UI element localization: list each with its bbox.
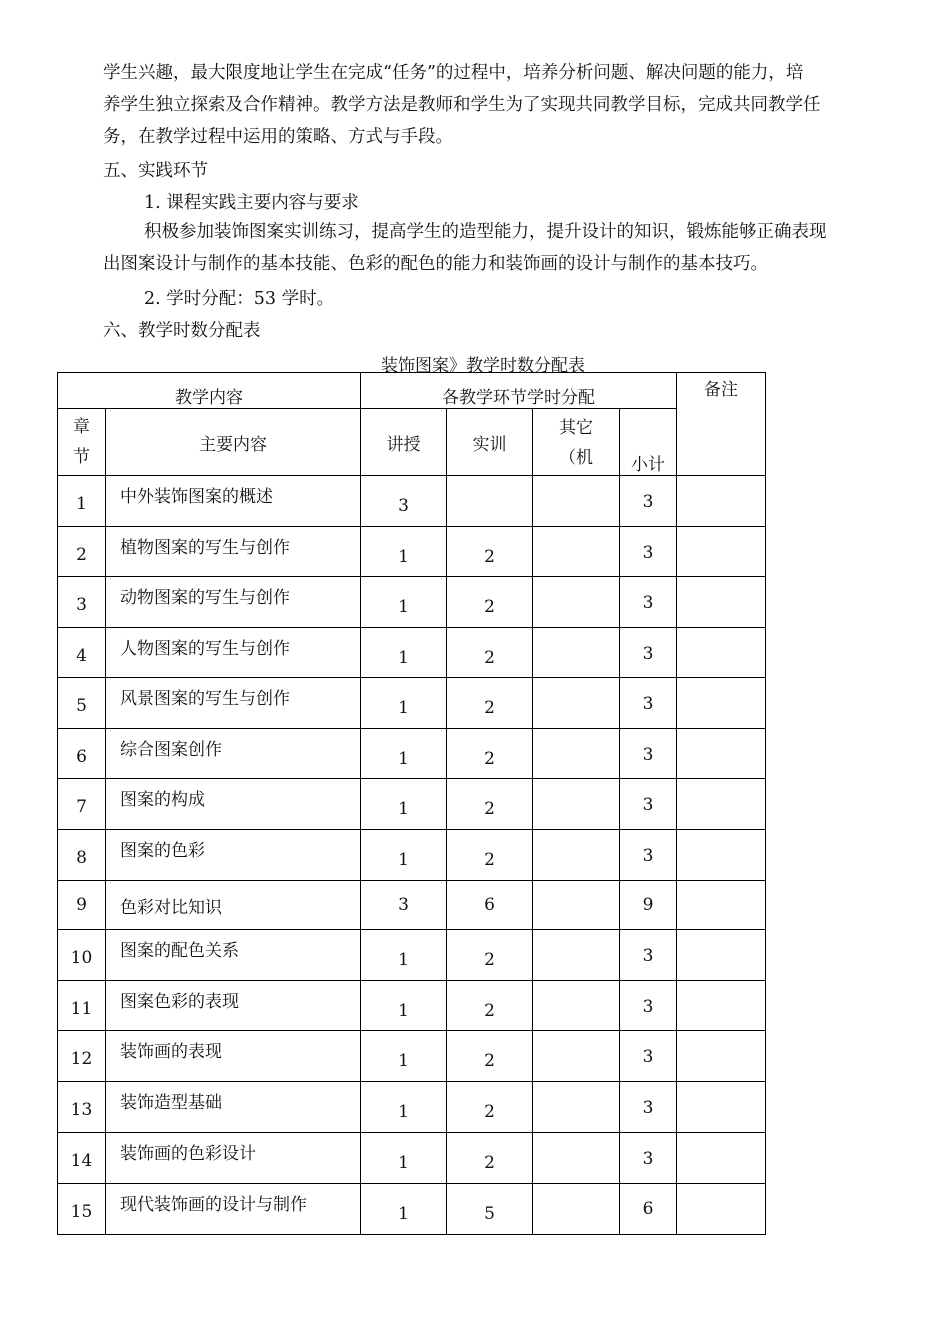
subtotal-hours-cell: 6 xyxy=(620,1184,677,1235)
remarks-cell xyxy=(677,1031,766,1082)
chapter-number-cell: 6 xyxy=(58,729,106,779)
practice-hours-cell: 5 xyxy=(447,1184,533,1235)
header-chapter-line-1: 章 xyxy=(73,417,90,437)
content-cell: 人物图案的写生与创作 xyxy=(106,628,361,678)
subtotal-hours-cell: 3 xyxy=(620,1031,677,1082)
chapter-number-cell: 4 xyxy=(58,628,106,678)
content-cell: 风景图案的写生与创作 xyxy=(106,678,361,729)
content-cell: 色彩对比知识 xyxy=(106,881,361,930)
lecture-hours-cell: 1 xyxy=(361,678,447,729)
lecture-hours-cell: 3 xyxy=(361,476,447,527)
practice-hours-cell: 2 xyxy=(447,981,533,1031)
header-main-content: 主要内容 xyxy=(106,409,361,476)
lecture-hours-cell: 1 xyxy=(361,527,447,577)
table-row xyxy=(58,729,766,779)
chapter-number-cell: 12 xyxy=(58,1031,106,1082)
table-row xyxy=(58,830,766,881)
lecture-hours-cell: 1 xyxy=(361,1133,447,1184)
content-cell: 图案的构成 xyxy=(106,779,361,830)
content-cell: 装饰画的表现 xyxy=(106,1031,361,1082)
lecture-hours-cell: 1 xyxy=(361,729,447,779)
practice-hours-cell: 2 xyxy=(447,527,533,577)
content-cell: 图案的配色关系 xyxy=(106,930,361,981)
header-teaching-content: 教学内容 xyxy=(58,373,361,409)
table-row xyxy=(58,981,766,1031)
chapter-number-cell: 7 xyxy=(58,779,106,830)
remarks-cell xyxy=(677,678,766,729)
subtotal-hours-cell: 3 xyxy=(620,476,677,527)
remarks-cell xyxy=(677,779,766,830)
remarks-cell xyxy=(677,930,766,981)
practice-paragraph xyxy=(103,216,893,280)
chapter-number-cell: 1 xyxy=(58,476,106,527)
table-row xyxy=(58,1184,766,1235)
lecture-hours-cell: 3 xyxy=(361,881,447,930)
subtotal-hours-cell: 3 xyxy=(620,1082,677,1133)
practice-hours-cell: 2 xyxy=(447,729,533,779)
practice-hours-cell: 2 xyxy=(447,830,533,881)
remarks-cell xyxy=(677,830,766,881)
content-cell: 动物图案的写生与创作 xyxy=(106,577,361,628)
subtotal-hours-cell: 3 xyxy=(620,577,677,628)
content-cell: 植物图案的写生与创作 xyxy=(106,527,361,577)
other-hours-cell xyxy=(533,678,620,729)
remarks-cell xyxy=(677,577,766,628)
remarks-cell xyxy=(677,729,766,779)
other-hours-cell xyxy=(533,577,620,628)
practice-item-2: 2. 学时分配：53 学时。 xyxy=(144,289,335,309)
chapter-number-cell: 2 xyxy=(58,527,106,577)
subtotal-hours-cell: 3 xyxy=(620,729,677,779)
practice-hours-cell: 2 xyxy=(447,930,533,981)
content-cell: 综合图案创作 xyxy=(106,729,361,779)
practice-hours-cell: 2 xyxy=(447,628,533,678)
header-subtotal: 小计 xyxy=(620,409,677,476)
content-cell: 图案色彩的表现 xyxy=(106,981,361,1031)
subtotal-hours-cell: 3 xyxy=(620,1133,677,1184)
lecture-hours-cell: 1 xyxy=(361,779,447,830)
content-cell: 中外装饰图案的概述 xyxy=(106,476,361,527)
content-cell: 装饰造型基础 xyxy=(106,1082,361,1133)
other-hours-cell xyxy=(533,1133,620,1184)
practice-hours-cell xyxy=(447,476,533,527)
subtotal-hours-cell: 3 xyxy=(620,779,677,830)
other-hours-cell xyxy=(533,930,620,981)
chapter-number-cell: 8 xyxy=(58,830,106,881)
lecture-hours-cell: 1 xyxy=(361,1184,447,1235)
lecture-hours-cell: 1 xyxy=(361,577,447,628)
practice-item-1: 1. 课程实践主要内容与要求 xyxy=(144,193,359,213)
table-row xyxy=(58,577,766,628)
table-row xyxy=(58,527,766,577)
chapter-number-cell: 9 xyxy=(58,881,106,930)
subtotal-hours-cell: 9 xyxy=(620,881,677,930)
practice-hours-cell: 6 xyxy=(447,881,533,930)
other-hours-cell xyxy=(533,628,620,678)
other-hours-cell xyxy=(533,830,620,881)
other-hours-cell xyxy=(533,779,620,830)
lecture-hours-cell: 1 xyxy=(361,628,447,678)
intro-line-1: 学生兴趣，最大限度地让学生在完成“任务”的过程中，培养分析问题、解决问题的能力，培 xyxy=(103,63,804,83)
table-body xyxy=(58,476,766,1235)
chapter-number-cell: 13 xyxy=(58,1082,106,1133)
table-caption: 装饰图案》教学时数分配表 xyxy=(381,356,585,376)
subtotal-hours-cell: 3 xyxy=(620,678,677,729)
intro-line-2: 养学生独立探索及合作精神。教学方法是教师和学生为了实现共同教学目标，完成共同教学任 xyxy=(103,95,821,115)
practice-line-2: 出图案设计与制作的基本技能、色彩的配色的能力和装饰画的设计与制作的基本技巧。 xyxy=(103,254,768,274)
other-hours-cell xyxy=(533,729,620,779)
table-row xyxy=(58,628,766,678)
content-cell: 现代装饰画的设计与制作 xyxy=(106,1184,361,1235)
lecture-hours-cell: 1 xyxy=(361,981,447,1031)
remarks-cell xyxy=(677,527,766,577)
other-hours-cell xyxy=(533,881,620,930)
intro-paragraph xyxy=(103,57,893,153)
header-other-line-2: （机 xyxy=(559,448,593,468)
table-row xyxy=(58,930,766,981)
header-other-line-1: 其它 xyxy=(559,418,593,438)
header-other xyxy=(533,409,620,476)
header-allocation: 各教学环节学时分配 xyxy=(361,373,677,409)
subtotal-hours-cell: 3 xyxy=(620,930,677,981)
remarks-cell xyxy=(677,1133,766,1184)
header-chapter-line-2: 节 xyxy=(73,447,90,467)
table-row xyxy=(58,476,766,527)
chapter-number-cell: 3 xyxy=(58,577,106,628)
table-row xyxy=(58,1031,766,1082)
chapter-number-cell: 10 xyxy=(58,930,106,981)
other-hours-cell xyxy=(533,527,620,577)
table-row xyxy=(58,1082,766,1133)
header-practice: 实训 xyxy=(447,409,533,476)
intro-line-3: 务，在教学过程中运用的策略、方式与手段。 xyxy=(103,127,453,147)
remarks-cell xyxy=(677,628,766,678)
section-6-heading: 六、教学时数分配表 xyxy=(103,321,261,341)
subtotal-hours-cell: 3 xyxy=(620,527,677,577)
practice-hours-cell: 2 xyxy=(447,779,533,830)
other-hours-cell xyxy=(533,1031,620,1082)
remarks-cell xyxy=(677,476,766,527)
content-cell: 图案的色彩 xyxy=(106,830,361,881)
chapter-number-cell: 11 xyxy=(58,981,106,1031)
table-row xyxy=(58,678,766,729)
other-hours-cell xyxy=(533,476,620,527)
lecture-hours-cell: 1 xyxy=(361,830,447,881)
content-cell: 装饰画的色彩设计 xyxy=(106,1133,361,1184)
other-hours-cell xyxy=(533,1082,620,1133)
table-row xyxy=(58,779,766,830)
header-chapter xyxy=(58,409,106,476)
remarks-cell xyxy=(677,981,766,1031)
lecture-hours-cell: 1 xyxy=(361,1031,447,1082)
practice-hours-cell: 2 xyxy=(447,1031,533,1082)
chapter-number-cell: 15 xyxy=(58,1184,106,1235)
remarks-cell xyxy=(677,1082,766,1133)
practice-hours-cell: 2 xyxy=(447,577,533,628)
lecture-hours-cell: 1 xyxy=(361,1082,447,1133)
header-lecture: 讲授 xyxy=(361,409,447,476)
practice-hours-cell: 2 xyxy=(447,678,533,729)
chapter-number-cell: 5 xyxy=(58,678,106,729)
table-row xyxy=(58,1133,766,1184)
subtotal-hours-cell: 3 xyxy=(620,981,677,1031)
section-5-heading: 五、实践环节 xyxy=(103,161,208,181)
other-hours-cell xyxy=(533,1184,620,1235)
other-hours-cell xyxy=(533,981,620,1031)
practice-hours-cell: 2 xyxy=(447,1133,533,1184)
lecture-hours-cell: 1 xyxy=(361,930,447,981)
chapter-number-cell: 14 xyxy=(58,1133,106,1184)
remarks-cell xyxy=(677,1184,766,1235)
table-row xyxy=(58,881,766,930)
header-remarks: 备注 xyxy=(677,373,766,476)
remarks-cell xyxy=(677,881,766,930)
subtotal-hours-cell: 3 xyxy=(620,628,677,678)
subtotal-hours-cell: 3 xyxy=(620,830,677,881)
practice-line-1: 积极参加装饰图案实训练习，提高学生的造型能力，提升设计的知识，锻炼能够正确表现 xyxy=(144,222,827,242)
hours-table xyxy=(57,372,766,1235)
practice-hours-cell: 2 xyxy=(447,1082,533,1133)
